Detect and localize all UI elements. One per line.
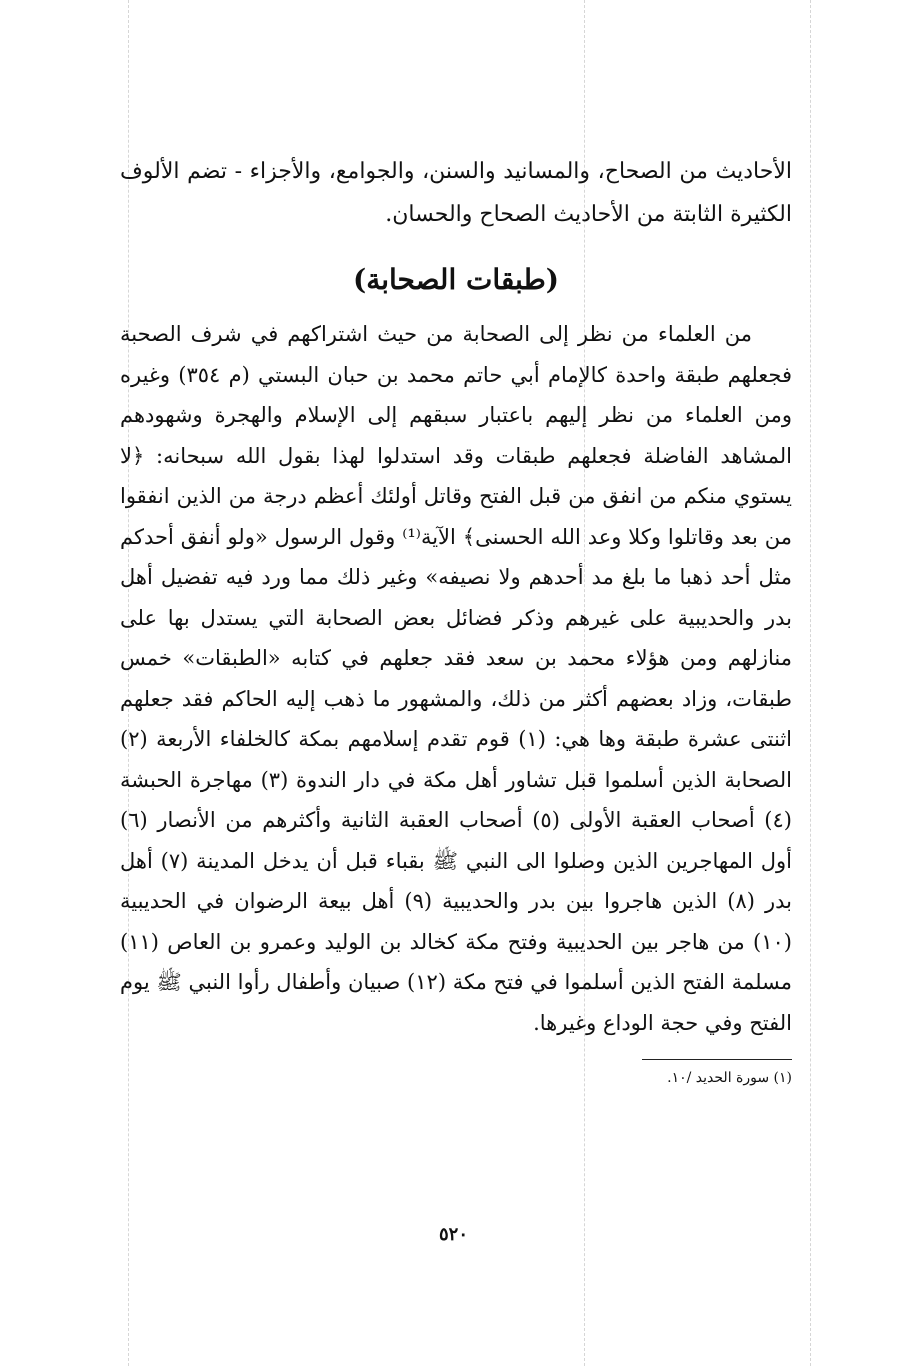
section-heading: (طبقات الصحابة) — [352, 263, 560, 296]
body-paragraph — [120, 314, 792, 1043]
scan-fold-line — [810, 0, 811, 1366]
page-number: ٥٢٠ — [438, 1224, 468, 1245]
body-text: من العلماء من نظر إلى الصحابة من حيث اشتراكهم في شرف الصحبة فجعلهم طبقة واحدة كالإمام أبي حاتم محمد بن حبان البستي (م ٣٥٤) وغيره ومن العلماء من نظر إليهم باعتبار سبقهم إلى الإسلام والهجرة وشهودهم المشاهد الفاضلة فجعلهم طبقات وقد استدلوا لهذا بقول الله سبحانه: ﴿لا يستوي منكم من انفق من قبل الفتح وقاتل أولئك أعظم درجة من الذين انفقوا من بعد وقاتلوا وكلا وعد الله الحسنى﴾ الآية⁽¹⁾ وقول الرسول «ولو أنفق أحدكم مثل أحد ذهبا ما بلغ مد أحدهم ولا نصيفه» وغير ذلك مما ورد فيه تفضيل أهل بدر والحديبية على غيرهم وذكر فضائل بعض الصحابة التي يستدل بها على منازلهم ومن هؤلاء محمد بن سعد فقد جعلهم في كتابه «الطبقات» خمس طبقات، وزاد بعضهم أكثر من ذلك، والمشهور ما ذهب إليه الحاكم فقد جعلهم اثنتى عشرة طبقة وها هي: (١) قوم تقدم إسلامهم بمكة كالخلفاء الأربعة (٢) الصحابة الذين أسلموا قبل تشاور أهل مكة في دار الندوة (٣) مهاجرة الحبشة (٤) أصحاب العقبة الأولى (٥) أصحاب العقبة الثانية وأكثرهم من الأنصار (٦) أول المهاجرين الذين وصلوا الى النبي ﷺ بقباء قبل أن يدخل المدينة (٧) أهل بدر (٨) الذين هاجروا بين بدر والحديبية (٩) أهل بيعة الرضوان في الحديبية (١٠) من هاجر بين الحديبية وفتح مكة كخالد بن الوليد وعمرو بن العاص (١١) مسلمة الفتح الذين أسلموا في فتح مكة (١٢) صبيان وأطفال رأوا النبي ﷺ يوم الفتح وفي حجة الوداع وغيرها. — [120, 322, 793, 1035]
intro-text: الأحاديث من الصحاح، والمسانيد والسنن، والجوامع، والأجزاء - تضم الألوف الكثيرة الثابتة من الأحاديث الصحاح والحسان. — [120, 159, 792, 227]
page-content — [120, 150, 792, 1088]
intro-paragraph — [120, 150, 792, 236]
footnote-divider — [642, 1059, 792, 1060]
footnote: (١) سورة الحديد /١٠. — [667, 1070, 792, 1086]
